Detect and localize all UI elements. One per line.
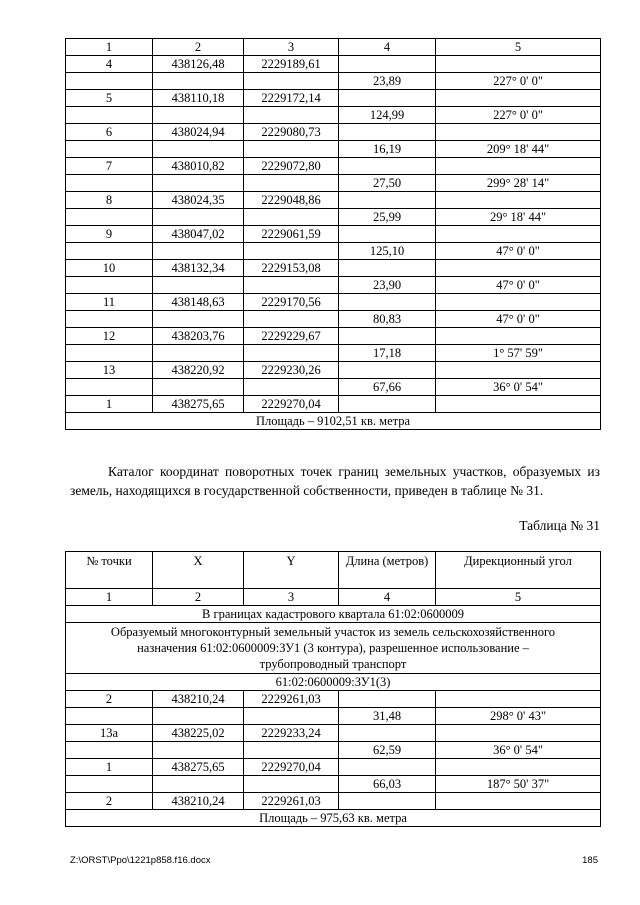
header-direction-angle: Дирекционный угол (436, 552, 601, 589)
x-coordinate (153, 209, 244, 226)
direction-angle: 187° 50' 37" (436, 776, 601, 793)
x-coordinate: 438220,92 (153, 362, 244, 379)
point-number (66, 107, 153, 124)
header-x: X (153, 552, 244, 589)
length: 80,83 (339, 311, 436, 328)
colnum-1: 1 (66, 39, 153, 56)
point-number (66, 209, 153, 226)
point-number (66, 742, 153, 759)
y-coordinate (244, 107, 339, 124)
length (339, 691, 436, 708)
point-number: 5 (66, 90, 153, 107)
area-total: Площадь – 9102,51 кв. метра (66, 413, 601, 430)
direction-angle: 36° 0' 54" (436, 742, 601, 759)
direction-angle (436, 56, 601, 73)
point-number (66, 73, 153, 90)
coordinates-table-continued (65, 38, 601, 430)
length (339, 396, 436, 413)
length: 124,99 (339, 107, 436, 124)
contour-id: 61:02:0600009:ЗУ1(3) (66, 674, 601, 691)
area-row (66, 413, 601, 430)
direction-angle: 299° 28' 14" (436, 175, 601, 192)
y-coordinate: 2229270,04 (244, 396, 339, 413)
point-number: 10 (66, 260, 153, 277)
point-number: 2 (66, 691, 153, 708)
segment-row (66, 345, 601, 362)
y-coordinate (244, 708, 339, 725)
direction-angle (436, 793, 601, 810)
point-number (66, 141, 153, 158)
length: 23,90 (339, 277, 436, 294)
y-coordinate: 2229048,86 (244, 192, 339, 209)
length: 25,99 (339, 209, 436, 226)
point-row (66, 192, 601, 209)
column-number-row (66, 589, 601, 606)
segment-row (66, 141, 601, 158)
y-coordinate (244, 379, 339, 396)
x-coordinate (153, 141, 244, 158)
segment-row (66, 311, 601, 328)
y-coordinate: 2229153,08 (244, 260, 339, 277)
direction-angle: 29° 18' 44" (436, 209, 601, 226)
length: 31,48 (339, 708, 436, 725)
header-length: Длина (метров) (339, 552, 436, 589)
x-coordinate (153, 776, 244, 793)
point-number: 2 (66, 793, 153, 810)
point-number: 1 (66, 396, 153, 413)
point-row (66, 725, 601, 742)
parcel-description: Образуемый многоконтурный земельный участок из земель сельскохозяйственного назначения 61:02:0600009:ЗУ1 (3 контура), разрешенное использование – трубопроводный транспорт (66, 623, 601, 674)
y-coordinate: 2229261,03 (244, 793, 339, 810)
length (339, 124, 436, 141)
y-coordinate (244, 141, 339, 158)
segment-row (66, 73, 601, 90)
length (339, 328, 436, 345)
point-row (66, 158, 601, 175)
point-number (66, 345, 153, 362)
point-row (66, 396, 601, 413)
point-number: 4 (66, 56, 153, 73)
point-row (66, 294, 601, 311)
point-row (66, 759, 601, 776)
intro-paragraph: Каталог координат поворотных точек границ земельных участков, образуемых из земель, находящихся в государственной собственности, приведен в таблице № 31. (70, 464, 600, 498)
header-point-number: № точки (66, 552, 153, 589)
y-coordinate: 2229229,67 (244, 328, 339, 345)
coordinates-table-31 (65, 551, 601, 827)
y-coordinate (244, 277, 339, 294)
footer-page-number: 185 (582, 855, 598, 866)
y-coordinate: 2229080,73 (244, 124, 339, 141)
segment-row (66, 175, 601, 192)
y-coordinate (244, 73, 339, 90)
length: 125,10 (339, 243, 436, 260)
x-coordinate: 438024,94 (153, 124, 244, 141)
length: 27,50 (339, 175, 436, 192)
direction-angle: 227° 0' 0" (436, 73, 601, 90)
segment-row (66, 708, 601, 725)
direction-angle (436, 90, 601, 107)
segment-row (66, 742, 601, 759)
y-coordinate: 2229072,80 (244, 158, 339, 175)
x-coordinate (153, 175, 244, 192)
length (339, 362, 436, 379)
length (339, 260, 436, 277)
coordinates-table-31-body (66, 552, 601, 827)
point-row (66, 90, 601, 107)
direction-angle (436, 362, 601, 379)
colnum-1: 1 (66, 589, 153, 606)
column-number-row (66, 39, 601, 56)
area-row (66, 810, 601, 827)
y-coordinate: 2229170,56 (244, 294, 339, 311)
point-number: 13а (66, 725, 153, 742)
y-coordinate: 2229230,26 (244, 362, 339, 379)
length: 66,03 (339, 776, 436, 793)
length (339, 226, 436, 243)
direction-angle (436, 725, 601, 742)
y-coordinate (244, 345, 339, 362)
x-coordinate: 438210,24 (153, 691, 244, 708)
x-coordinate (153, 73, 244, 90)
direction-angle (436, 260, 601, 277)
contour-row (66, 674, 601, 691)
point-number (66, 243, 153, 260)
length (339, 158, 436, 175)
direction-angle (436, 192, 601, 209)
y-coordinate (244, 243, 339, 260)
point-number: 13 (66, 362, 153, 379)
x-coordinate: 438148,63 (153, 294, 244, 311)
y-coordinate (244, 311, 339, 328)
point-number (66, 277, 153, 294)
colnum-2: 2 (153, 589, 244, 606)
colnum-5: 5 (436, 39, 601, 56)
x-coordinate: 438275,65 (153, 396, 244, 413)
direction-angle (436, 396, 601, 413)
point-number: 1 (66, 759, 153, 776)
footer-file-path: Z:\ORST\Ppo\1221p858.f16.docx (70, 855, 211, 866)
colnum-3: 3 (244, 589, 339, 606)
y-coordinate: 2229172,14 (244, 90, 339, 107)
length: 16,19 (339, 141, 436, 158)
direction-angle: 47° 0' 0" (436, 243, 601, 260)
segment-row (66, 107, 601, 124)
direction-angle (436, 294, 601, 311)
length (339, 759, 436, 776)
table-title: Таблица № 31 (519, 518, 600, 533)
length (339, 793, 436, 810)
y-coordinate: 2229061,59 (244, 226, 339, 243)
length: 67,66 (339, 379, 436, 396)
direction-angle (436, 158, 601, 175)
direction-angle (436, 124, 601, 141)
y-coordinate (244, 175, 339, 192)
point-row (66, 260, 601, 277)
point-number (66, 708, 153, 725)
direction-angle (436, 226, 601, 243)
x-coordinate (153, 742, 244, 759)
length: 62,59 (339, 742, 436, 759)
header-y: Y (244, 552, 339, 589)
point-number (66, 379, 153, 396)
length (339, 725, 436, 742)
x-coordinate: 438024,35 (153, 192, 244, 209)
y-coordinate (244, 776, 339, 793)
colnum-4: 4 (339, 39, 436, 56)
point-number: 6 (66, 124, 153, 141)
x-coordinate: 438210,24 (153, 793, 244, 810)
x-coordinate: 438225,02 (153, 725, 244, 742)
x-coordinate: 438275,65 (153, 759, 244, 776)
segment-row (66, 776, 601, 793)
direction-angle: 36° 0' 54" (436, 379, 601, 396)
point-row (66, 691, 601, 708)
point-number (66, 776, 153, 793)
x-coordinate (153, 107, 244, 124)
area-total: Площадь – 975,63 кв. метра (66, 810, 601, 827)
point-number: 7 (66, 158, 153, 175)
point-row (66, 328, 601, 345)
parcel-description-row (66, 623, 601, 674)
x-coordinate (153, 243, 244, 260)
y-coordinate (244, 742, 339, 759)
colnum-2: 2 (153, 39, 244, 56)
point-row (66, 56, 601, 73)
point-row (66, 362, 601, 379)
length: 23,89 (339, 73, 436, 90)
direction-angle (436, 691, 601, 708)
x-coordinate: 438010,82 (153, 158, 244, 175)
point-row (66, 124, 601, 141)
header-row (66, 552, 601, 589)
y-coordinate: 2229233,24 (244, 725, 339, 742)
point-number (66, 311, 153, 328)
coordinates-table-body (66, 39, 601, 430)
direction-angle: 209° 18' 44" (436, 141, 601, 158)
x-coordinate: 438047,02 (153, 226, 244, 243)
block-title-row (66, 606, 601, 623)
x-coordinate: 438126,48 (153, 56, 244, 73)
x-coordinate (153, 277, 244, 294)
colnum-3: 3 (244, 39, 339, 56)
cadastral-block-title: В границах кадастрового квартала 61:02:0600009 (66, 606, 601, 623)
direction-angle: 1° 57' 59" (436, 345, 601, 362)
point-number (66, 175, 153, 192)
direction-angle (436, 759, 601, 776)
direction-angle: 47° 0' 0" (436, 311, 601, 328)
direction-angle: 298° 0' 43" (436, 708, 601, 725)
y-coordinate: 2229261,03 (244, 691, 339, 708)
length (339, 90, 436, 107)
colnum-4: 4 (339, 589, 436, 606)
y-coordinate (244, 209, 339, 226)
x-coordinate (153, 708, 244, 725)
length (339, 192, 436, 209)
y-coordinate: 2229270,04 (244, 759, 339, 776)
y-coordinate: 2229189,61 (244, 56, 339, 73)
x-coordinate (153, 311, 244, 328)
x-coordinate (153, 379, 244, 396)
point-row (66, 226, 601, 243)
length: 17,18 (339, 345, 436, 362)
direction-angle (436, 328, 601, 345)
segment-row (66, 243, 601, 260)
x-coordinate: 438132,34 (153, 260, 244, 277)
point-number: 12 (66, 328, 153, 345)
segment-row (66, 209, 601, 226)
direction-angle: 227° 0' 0" (436, 107, 601, 124)
segment-row (66, 379, 601, 396)
x-coordinate (153, 345, 244, 362)
point-number: 8 (66, 192, 153, 209)
segment-row (66, 277, 601, 294)
length (339, 56, 436, 73)
length (339, 294, 436, 311)
x-coordinate: 438110,18 (153, 90, 244, 107)
point-number: 9 (66, 226, 153, 243)
point-row (66, 793, 601, 810)
point-number: 11 (66, 294, 153, 311)
x-coordinate: 438203,76 (153, 328, 244, 345)
colnum-5: 5 (436, 589, 601, 606)
direction-angle: 47° 0' 0" (436, 277, 601, 294)
